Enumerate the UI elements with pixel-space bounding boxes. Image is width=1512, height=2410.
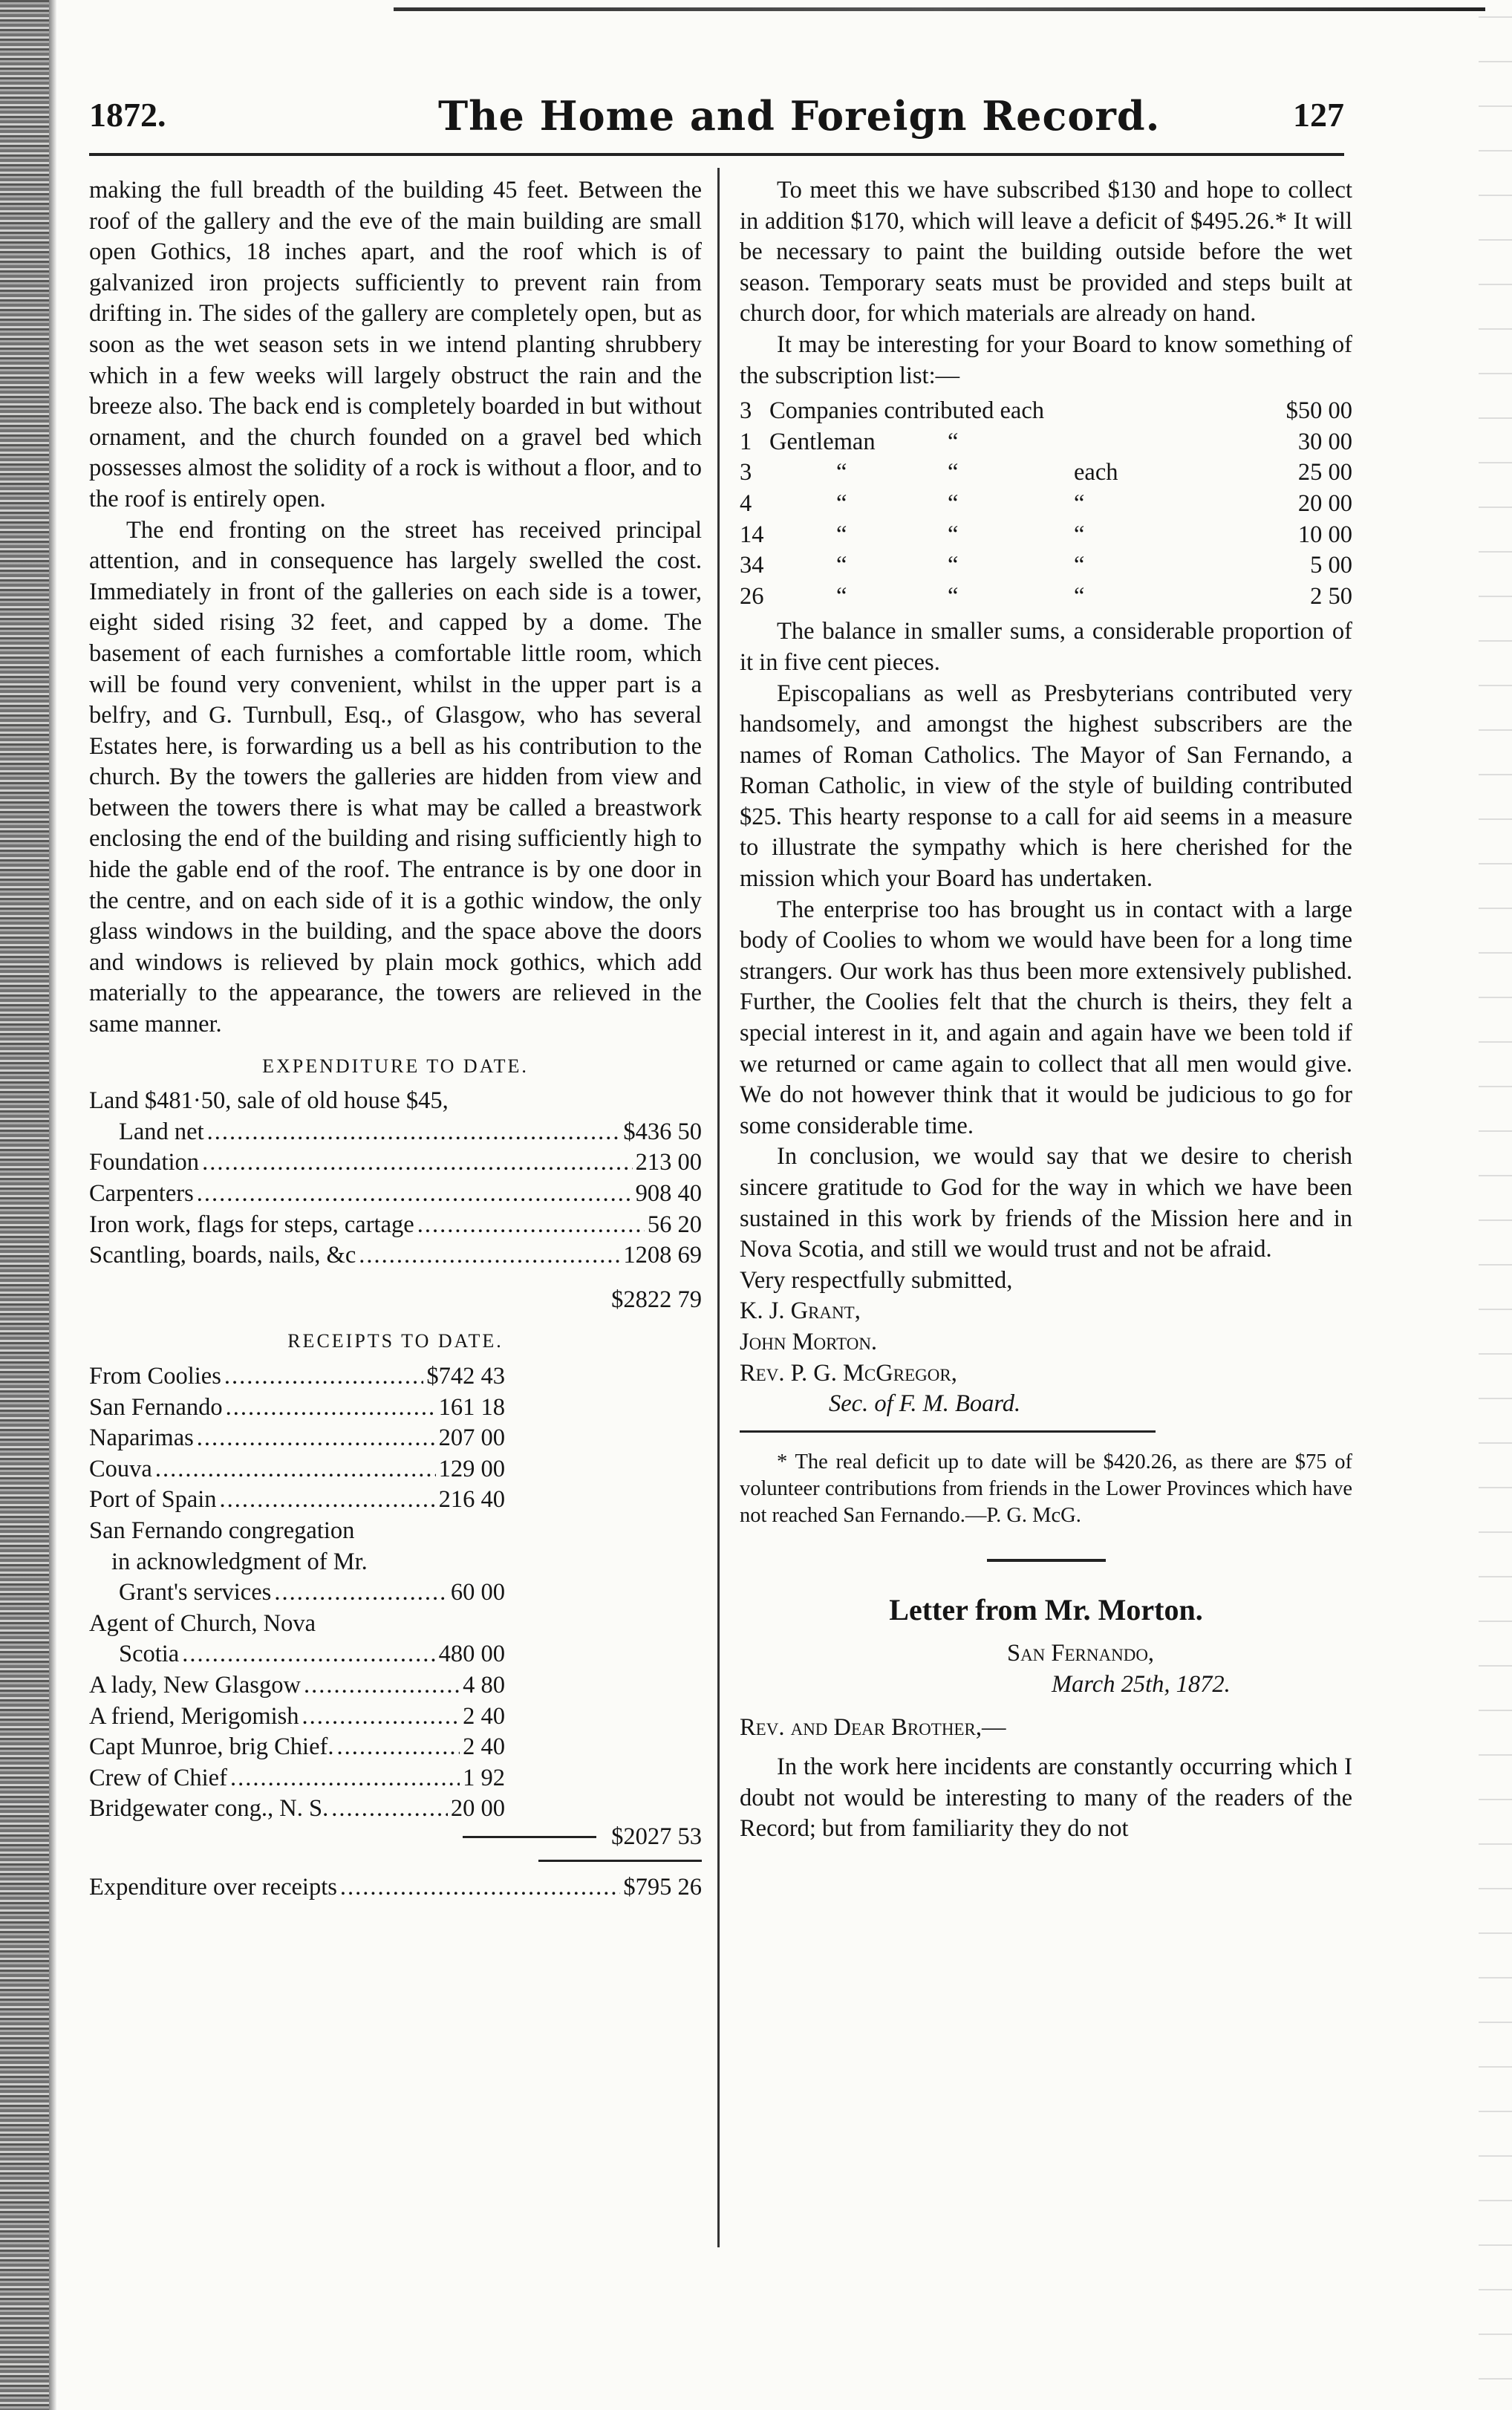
closing-line: Very respectfully submitted, bbox=[740, 1266, 1013, 1294]
subscription-row: 3 “ “ each 25 00 bbox=[740, 459, 1352, 486]
receipt-row: A lady, New Glasgow ..... 4 80 bbox=[89, 1670, 505, 1701]
expenditure-row: Scantling, boards, nails, &c ..... 1208 69 bbox=[89, 1240, 702, 1271]
expenditure-row: Carpenters ..... 908 40 bbox=[89, 1179, 702, 1210]
paragraph: The enterprise too has brought us in contact with a large body of Coolies to whom we would have been for a long time strangers. Our work has thus been more extensively published. Further, the Coolies felt that the church is theirs, they felt a special interest in it, and again and again have we been told if we returned or came again to collect that all men would give. We do not however think that it would be judicious to go for some considerable time. bbox=[740, 896, 1352, 1139]
receipt-multiline-label: in acknowledgment of Mr. bbox=[111, 1548, 368, 1575]
paragraph: The end fronting on the street has received principal attention, and in consequence has largely swelled the cost. Immediately in front of the galleries on each side is a tower, eight sided rising 32 feet, and capped by a dome. The basement of each furnishes a comfortable little room, which will be found very convenient, whilst in the upper part is a belfry, and G. Turnbull, Esq., of Glasgow, who has several Estates here, is forwarding us a bell as his contribution to the church. By the towers the galleries are hidden from view and between the towers there is what may be called a breastwork enclosing the end of the building and rising sufficiently high to hide the gable end of the roof. The entrance is by one door in the centre, and on each side of it is a gothic window, the only glass windows in the building, and the space above the doors and windows is relieved by plain mock gothics, which add materially to the appearance, the towers are relieved in the same manner. bbox=[89, 516, 702, 1038]
receipt-row: Capt Munroe, brig Chief. ..... 2 40 bbox=[89, 1732, 505, 1763]
land-line: Land $481·50, sale of old house $45, bbox=[89, 1087, 449, 1115]
header-year: 1872. bbox=[89, 96, 166, 134]
receipt-row: Port of Spain ..... 216 40 bbox=[89, 1485, 505, 1516]
paragraph: In the work here incidents are constantly occurring which I doubt not would be interesting to many of the readers of the Record; but from familiarity they do not bbox=[740, 1753, 1352, 1843]
receipt-row: Bridgewater cong., N. S. ..... 20 00 bbox=[89, 1794, 505, 1825]
receipt-row: Naparimas ..... 207 00 bbox=[89, 1423, 505, 1454]
subscription-row: 3 Companies contributed each $50 00 bbox=[740, 397, 1352, 425]
binding-gutter bbox=[49, 0, 56, 2410]
receipt-multiline-label: Agent of Church, Nova bbox=[89, 1609, 316, 1637]
expenditure-row: Iron work, flags for steps, cartage ..... 56 20 bbox=[89, 1210, 702, 1241]
footnote: * The real deficit up to date will be $420.26, as there are $75 of volunteer contributions from friends in the Lower Provinces which have not reached San Fernando.—P. G. McG. bbox=[740, 1450, 1352, 1527]
receipts-total-value: $2027 53 bbox=[611, 1823, 702, 1850]
paragraph: Episcopalians as well as Presbyterians contributed very handsomely, and amongst the highest subscribers are the names of Roman Catholics. The Mayor of San Fernando, a Roman Catholic, in view of the style of building contributed $25. This hearty response to a call for aid seems in a measure to illustrate the sympathy which is here cherished for the mission which your Board has undertaken. bbox=[740, 680, 1352, 893]
page-right-edge bbox=[1479, 0, 1512, 2410]
top-rule bbox=[394, 7, 1485, 11]
paragraph: To meet this we have subscribed $130 and hope to collect in addition $170, which will leave a deficit of $495.26.* It will be necessary to paint the building outside before the wet season. Temporary seats must be provided and steps built at church door, for which materials are already on hand. bbox=[740, 177, 1352, 328]
paragraph: making the full breadth of the building 45 feet. Between the roof of the gallery and the eve of the main building are small open Gothics, 18 inches apart, and the roof which is of galvanized iron projects sufficiently to prevent rain from drifting in. The sides of the gallery are completely open, but as soon as the wet season sets in we intend planting shrubbery which in a few weeks will largely obstruct the rain and the breeze also. The back end is completely boarded in but without ornament, and the church founded on a gravel bed which possesses almost the solidity of a rock is without a floor, and to the roof is entirely open. bbox=[89, 177, 702, 512]
subscription-row: 14 “ “ “ 10 00 bbox=[740, 521, 1352, 548]
receipt-row: From Coolies ..... $742 43 bbox=[89, 1361, 505, 1393]
paragraph: The balance in smaller sums, a considerable proportion of it in five cent pieces. bbox=[740, 618, 1352, 676]
section-separator bbox=[987, 1559, 1106, 1562]
receipts-total bbox=[89, 1822, 702, 1853]
receipts-heading: RECEIPTS TO DATE. bbox=[287, 1330, 504, 1352]
over-receipts-row: Expenditure over receipts ..... $795 26 bbox=[89, 1872, 702, 1903]
right-column bbox=[740, 175, 1352, 1845]
rule bbox=[538, 1860, 702, 1862]
receipt-row: Crew of Chief ..... 1 92 bbox=[89, 1763, 505, 1794]
receipt-row: Grant's services ..... 60 00 bbox=[89, 1577, 505, 1609]
receipt-multiline-label: San Fernando congregation bbox=[89, 1517, 355, 1544]
expenditure-row: Land net ..... $436 50 bbox=[89, 1117, 702, 1148]
expenditure-row: Foundation ..... 213 00 bbox=[89, 1147, 702, 1179]
left-column bbox=[89, 175, 702, 1903]
letter-date: March 25th, 1872. bbox=[1052, 1670, 1231, 1698]
receipts-table bbox=[89, 1326, 505, 1825]
expenditure-total bbox=[89, 1285, 702, 1316]
letter-title: Letter from Mr. Morton. bbox=[889, 1592, 1203, 1626]
letter-place: San Fernando, bbox=[1007, 1640, 1155, 1667]
subscription-row: 4 “ “ “ 20 00 bbox=[740, 489, 1352, 517]
addressee: Rev. P. G. McGregor, bbox=[740, 1359, 957, 1387]
page-number: 127 bbox=[1293, 96, 1344, 134]
paragraph: In conclusion, we would say that we desire to cherish sincere gratitude to God for the way in which we have been sustained in this work by friends of the Mission here and in Nova Scotia, and still we would trust and not be afraid. bbox=[740, 1143, 1352, 1263]
running-header bbox=[89, 92, 1344, 147]
salutation: Rev. and Dear Brother,— bbox=[740, 1713, 1006, 1741]
paragraph: It may be interesting for your Board to know something of the subscription list:— bbox=[740, 330, 1352, 389]
subscription-row: 34 “ “ “ 5 00 bbox=[740, 552, 1352, 579]
binding-edge-shadow bbox=[0, 0, 52, 2410]
subscription-row: 26 “ “ “ 2 50 bbox=[740, 582, 1352, 610]
column-rule bbox=[717, 168, 720, 2247]
receipt-row: Scotia ..... 480 00 bbox=[89, 1639, 505, 1670]
header-rule bbox=[89, 153, 1344, 156]
rule bbox=[740, 1430, 1156, 1433]
expenditure-table bbox=[89, 1051, 702, 1316]
signature: John Morton. bbox=[740, 1328, 878, 1355]
header-title: The Home and Foreign Record. bbox=[438, 92, 1161, 140]
receipt-row: San Fernando ..... 161 18 bbox=[89, 1393, 505, 1424]
receipt-row: A friend, Merigomish ..... 2 40 bbox=[89, 1701, 505, 1733]
subscription-list bbox=[740, 396, 1352, 612]
addressee-title: Sec. of F. M. Board. bbox=[829, 1390, 1021, 1418]
subscription-row: 1 Gentleman “ 30 00 bbox=[740, 428, 1352, 455]
receipt-row: Couva ..... 129 00 bbox=[89, 1454, 505, 1485]
expenditure-heading: EXPENDITURE TO DATE. bbox=[262, 1055, 529, 1077]
expenditure-total-value: $2822 79 bbox=[611, 1286, 702, 1313]
signature: K. J. Grant, bbox=[740, 1297, 861, 1325]
total-rule bbox=[463, 1836, 596, 1838]
